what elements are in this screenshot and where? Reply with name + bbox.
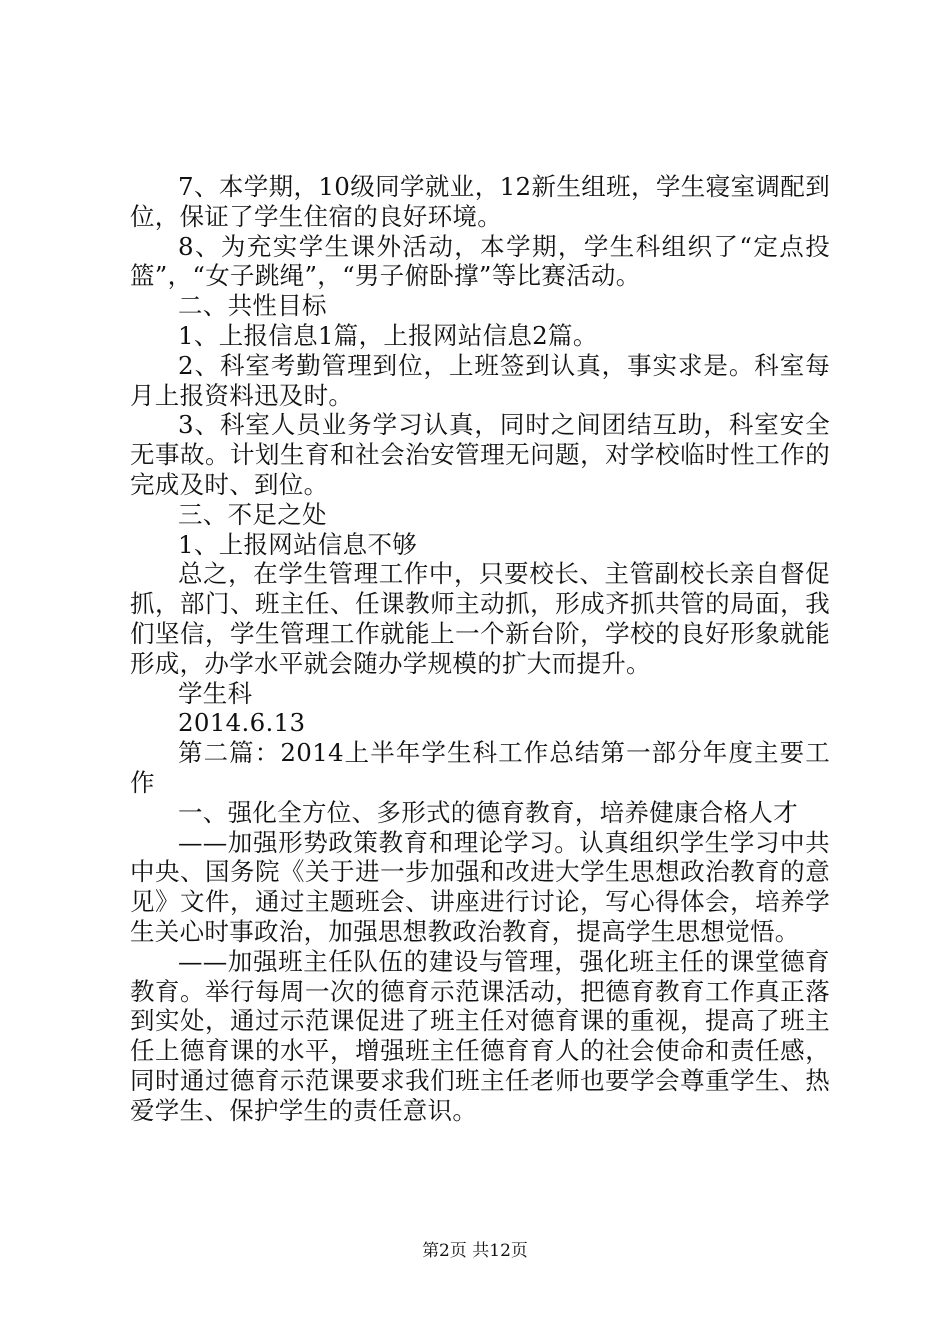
paragraph-policy-education: ——加强形势政策教育和理论学习。认真组织学生学习中共中央、国务院《关于进一步加强和改进大学生思想政治教育的意见》文件，通过主题班会、讲座进行讨论，写心得体会，培养学生关心时事政治，加强思想教政治教育，提高学生思想觉悟。: [130, 827, 830, 946]
paragraph-shortcoming-1: 1、上报网站信息不够: [178, 529, 418, 559]
page-footer: [0, 1240, 950, 1262]
section-heading-moral-education: 一、强化全方位、多形式的德育教育，培养健康合格人才: [178, 797, 798, 827]
paragraph-attendance: 2、科室考勤管理到位，上班签到认真，事实求是。科室每月上报资料迅及时。: [130, 350, 830, 410]
paragraph-dorm-arrangement: 7、本学期，10级同学就业，12新生组班，学生寝室调配到位，保证了学生住宿的良好环境。: [130, 172, 830, 231]
section-heading-shortcomings: 三、不足之处: [178, 499, 327, 529]
paragraph-summary: 总之，在学生管理工作中，只要校长、主管副校长亲自督促抓，部门、班主任、任课教师主动抓，形成齐抓共管的局面，我们坚信，学生管理工作就能上一个新台阶，学校的良好形象就能形成，办学水平就会随办学规模的扩大而提升。: [130, 559, 830, 678]
paragraph-extracurricular: 8、为充实学生课外活动，本学期，学生科组织了“定点投篮”，“女子跳绳”，“男子俯卧撑”等比赛活动。: [130, 231, 830, 291]
article-two-title: 第二篇：2014上半年学生科工作总结第一部分年度主要工作: [130, 738, 830, 797]
paragraph-info-report: 1、上报信息1篇，上报网站信息2篇。: [178, 320, 598, 350]
signature-date: 2014.6.13: [178, 708, 306, 738]
signature-department: 学生科: [178, 678, 253, 708]
paragraph-staff-study: 3、科室人员业务学习认真，同时之间团结互助，科室安全无事故。计划生育和社会治安管理无问题，对学校临时性工作的完成及时、到位。: [130, 410, 830, 499]
paragraph-class-teacher-team: ——加强班主任队伍的建设与管理，强化班主任的课堂德育教育。举行每周一次的德育示范课活动，把德育教育工作真正落到实处，通过示范课促进了班主任对德育课的重视，提高了班主任上德育课的水平，增强班主任德育育人的社会使命和责任感，同时通过德育示范课要求我们班主任老师也要学会尊重学生、热爱学生、保护学生的责任意识。: [130, 946, 830, 1125]
document-body: [130, 172, 830, 1126]
page-number: 第2页 共12页: [422, 1241, 528, 1261]
section-heading-common-goals: 二、共性目标: [178, 291, 327, 321]
